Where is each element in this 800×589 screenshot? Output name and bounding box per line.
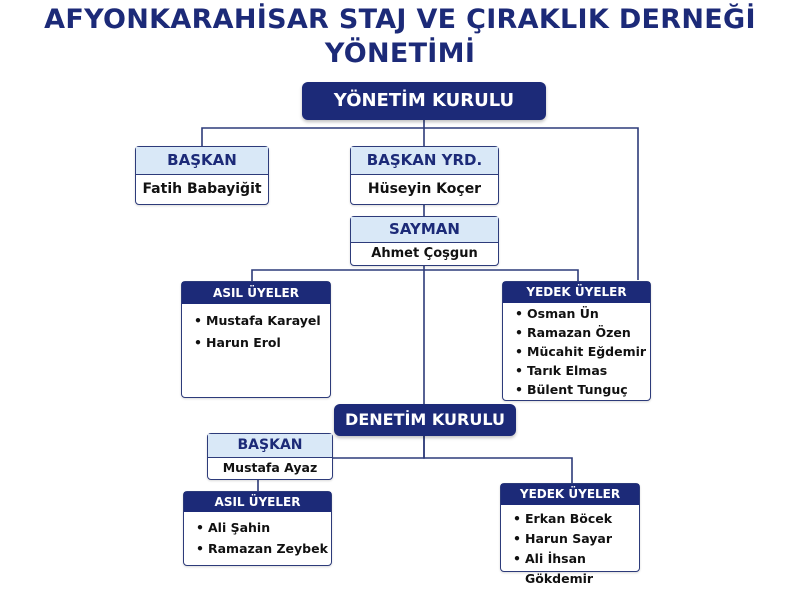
yonetim-asil-uyeler-box bbox=[181, 281, 331, 398]
denetim-baskan-name: Mustafa Ayaz bbox=[222, 460, 318, 475]
list-item: • Bülent Tunguç bbox=[515, 380, 650, 399]
yonetim-baskan-box bbox=[135, 146, 269, 205]
list-item: • Ali Şahin bbox=[196, 517, 331, 538]
list-item: • Ramazan Zeybek bbox=[196, 538, 331, 559]
page-title-line-2: YÖNETİMİ bbox=[324, 38, 476, 69]
denetim-asil-uyeler-label: ASIL ÜYELER bbox=[184, 492, 331, 512]
list-item: • Ramazan Özen bbox=[515, 323, 650, 342]
yonetim-asil-uyeler-label: ASIL ÜYELER bbox=[182, 282, 330, 304]
yonetim-baskan-label: BAŞKAN bbox=[136, 147, 268, 175]
yonetim-baskan-yrd-box bbox=[350, 146, 499, 205]
yonetim-sayman-name: Ahmet Çoşgun bbox=[371, 246, 478, 261]
yonetim-yedek-uyeler-box bbox=[502, 281, 651, 401]
denetim-kurulu-header: DENETİM KURULU bbox=[334, 404, 516, 436]
list-item: • Harun Sayar bbox=[513, 529, 639, 549]
list-item: • Mustafa Karayel bbox=[194, 310, 330, 332]
yonetim-yedek-uyeler-label: YEDEK ÜYELER bbox=[503, 282, 650, 303]
list-item: • Tarık Elmas bbox=[515, 361, 650, 380]
list-item: • Ali İhsan Gökdemir bbox=[513, 549, 639, 589]
list-item: • Osman Ün bbox=[515, 304, 650, 323]
yonetim-baskan-yrd-label: BAŞKAN YRD. bbox=[351, 147, 498, 175]
denetim-yedek-uyeler-label: YEDEK ÜYELER bbox=[501, 484, 639, 505]
page-title-line-1: AFYONKARAHİSAR STAJ VE ÇIRAKLIK DERNEĞİ bbox=[44, 4, 756, 35]
denetim-yedek-uyeler-box bbox=[500, 483, 640, 586]
yonetim-sayman-label: SAYMAN bbox=[351, 217, 498, 243]
yonetim-kurulu-header: YÖNETİM KURULU bbox=[302, 82, 546, 120]
yonetim-sayman-box bbox=[350, 216, 499, 266]
list-item: • Mücahit Eğdemir bbox=[515, 342, 650, 361]
list-item: • Harun Erol bbox=[194, 332, 330, 354]
denetim-baskan-box bbox=[207, 433, 333, 480]
yonetim-baskan-name: Fatih Babayiğit bbox=[142, 181, 262, 197]
yonetim-baskan-yrd-name: Hüseyin Koçer bbox=[367, 181, 482, 197]
denetim-baskan-label: BAŞKAN bbox=[208, 434, 332, 458]
list-item: • Erkan Böcek bbox=[513, 509, 639, 529]
denetim-asil-uyeler-box bbox=[183, 491, 332, 566]
